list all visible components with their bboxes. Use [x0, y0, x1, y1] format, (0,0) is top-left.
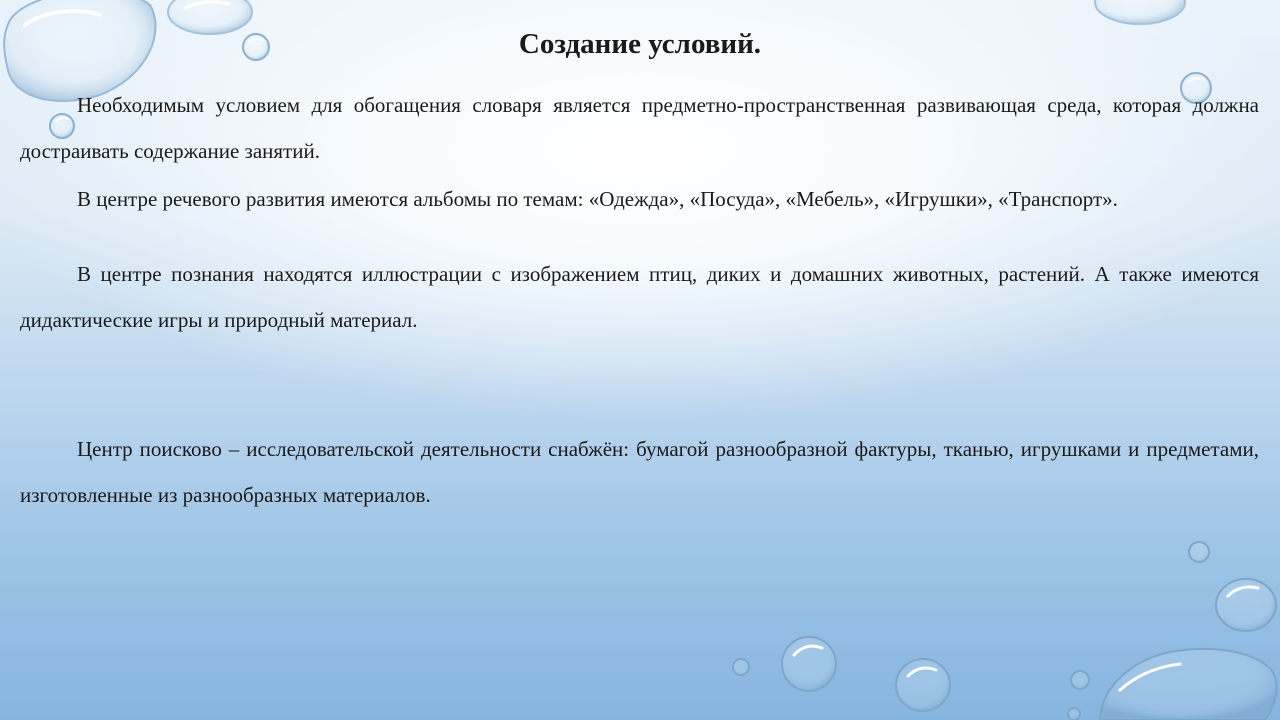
paragraph-cognition-center: В центре познания находятся иллюстрации с изображением птиц, диких и домашних животных, растений. А также имеются дидактические игры и природный материал. [20, 262, 1259, 332]
water-drop-icon [733, 659, 749, 675]
water-drop-icon [1100, 649, 1277, 720]
paragraph-research-center: Центр поисково – исследовательской деятельности снабжён: бумагой разнообразной фактуры, тканью, игрушками и предметами, изготовленные из разнообразных материалов. [20, 437, 1259, 507]
water-drop-icon [896, 659, 950, 711]
paragraph-speech-center: В центре речевого развития имеются альбомы по темам: «Одежда», «Посуда», «Мебель», «Игрушки», «Транспорт». [77, 187, 1118, 211]
water-drop-icon [1071, 671, 1089, 689]
water-drop-icon [1095, 0, 1185, 24]
slide-title: Создание условий. [518, 28, 762, 60]
water-drop-icon [782, 637, 836, 691]
water-drop-icon [1068, 708, 1080, 720]
paragraph-environment: Необходимым условием для обогащения словаря является предметно-пространственная развивающая среда, которая должна достраивать содержание занятий. [20, 93, 1259, 163]
water-drop-icon [1216, 579, 1276, 631]
water-drop-icon [1189, 542, 1209, 562]
